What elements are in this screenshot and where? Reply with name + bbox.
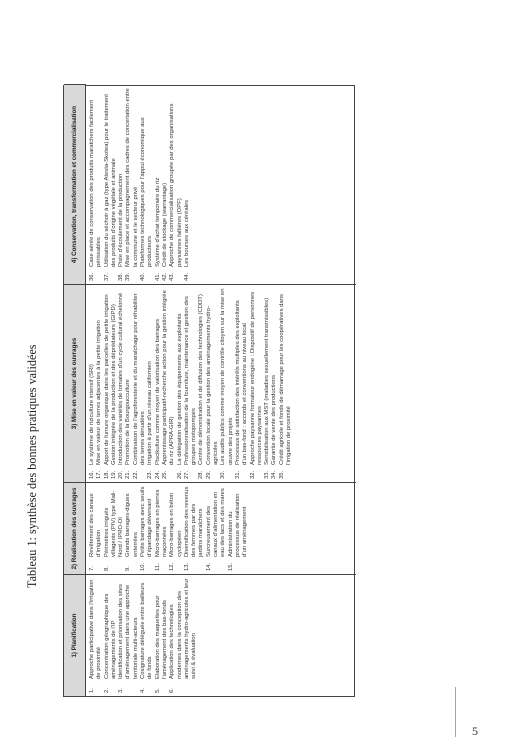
list-item — [184, 288, 199, 479]
item-text: Mise en place et accompagnement des cadres de concertation entre la commune et le secteur privé — [125, 88, 139, 267]
item-text: Cosignature déléguée entre bailleurs de fonds — [140, 582, 154, 679]
column-body-mise-en-valeur — [86, 284, 356, 482]
item-text: Centre de démonstration et de diffusion des technologies (CDDT) — [198, 294, 205, 465]
item-text: Elaboration des maquettes pour l’aménagement des bas-fonds — [154, 595, 168, 679]
folio-rule — [455, 687, 456, 737]
item-number: 7. — [89, 566, 95, 571]
item-text: Concentration géographique des aménagements de l’IP — [103, 593, 117, 679]
list-item — [235, 288, 250, 479]
item-number: 37. — [103, 272, 110, 281]
item-number: 3. — [118, 688, 125, 693]
list-item — [228, 486, 250, 571]
item-number: 43. — [169, 272, 176, 281]
item-text: Piste d’écoulement de la production — [118, 173, 125, 267]
item-text: Promotion de la Bourgoucculture — [125, 379, 132, 465]
item-number: 11. — [154, 563, 161, 571]
item-text: Case aérée de conservation des produits maraîchers facilement périssables — [89, 100, 103, 267]
list-item — [162, 288, 177, 479]
column-header-conservation: 4) Conservation, transformation et commercialisation — [64, 84, 86, 284]
list-item — [140, 486, 155, 571]
list-item — [155, 578, 170, 693]
list-item — [198, 288, 205, 479]
item-text: Apprentissage participatif-recherche action pour la gestion intégrée du riz (APRA-GIR) — [161, 290, 176, 465]
column-header-planification: 1) Planification — [64, 574, 86, 696]
list-item — [140, 578, 155, 693]
column-body-planification — [86, 574, 356, 696]
item-text: Grands barrages-digues enterrées — [125, 493, 139, 557]
item-number: 15. — [227, 562, 234, 571]
list-item — [96, 288, 103, 479]
item-number: 44. — [183, 272, 190, 281]
list-item — [89, 87, 104, 281]
item-number: 35. — [278, 470, 285, 479]
item-number: 29. — [205, 470, 212, 479]
list-item — [184, 87, 191, 281]
item-number: 32. — [249, 470, 256, 479]
list-item — [155, 288, 162, 479]
item-number: 25. — [161, 470, 168, 479]
item-text: Crédit agricole et fonds de démarrage pour les coopératives dans l’irrigation de proximité — [278, 294, 293, 465]
list-item — [118, 288, 125, 479]
item-text: Crédit de stockage (warrantage) — [161, 182, 168, 267]
page-number: 5 — [472, 724, 478, 738]
item-text: Convention locale pour la gestion des aménagements hydro-agricoles — [205, 306, 220, 465]
item-text: Garantie de vente des productions — [271, 374, 278, 465]
item-text: Piscikulture comme moyen de valorisation des barrages — [154, 318, 161, 465]
item-text: Diversification des revenus des femmes par des jardins maraîchers — [183, 486, 205, 557]
item-text: Application des technologies modernes dans la conception des aménagements hydro-agricoles et leur suivi & évaluation — [169, 578, 198, 679]
item-text: Micro-barrages en béton cyclopéen — [169, 492, 183, 557]
item-number: 2. — [103, 688, 110, 693]
list-item — [169, 486, 184, 571]
list-item — [206, 288, 221, 479]
item-text: Approche participative dans l’irrigation de proximité — [89, 579, 103, 679]
item-number: 31. — [234, 470, 241, 479]
item-text: Mise en valeur de terres adjacentes à la petite irrigation — [96, 320, 103, 465]
item-number: 38. — [118, 272, 125, 281]
item-text: Les audits publics comme moyen de contrôle citoyen sur la mise en œuvre des projets — [220, 288, 234, 465]
practice-list — [89, 486, 250, 571]
column-body-conservation — [86, 84, 356, 284]
item-text: Petits barrages avec seuils d’épandage déversant — [140, 486, 154, 557]
list-item — [155, 486, 170, 571]
item-number: 23. — [147, 470, 154, 479]
item-number: 6. — [169, 688, 176, 693]
item-number: 28. — [198, 470, 205, 479]
list-item — [125, 288, 132, 479]
item-text: Sensibilisation aux MST (maladies sexuellement transmissibles) — [264, 297, 271, 465]
item-text: Introduction des variétés de tomates d’un cycle cultural échelonné — [118, 292, 125, 465]
list-item — [104, 578, 119, 693]
item-number: 42. — [161, 272, 168, 281]
item-text: Micro-barrages en pierres maçonnées — [154, 489, 168, 557]
item-text: Processus de satisfaction des intérêts multiples des exploitants d’un bas-fond : accords et conventions au niveau local — [234, 300, 249, 465]
practice-list — [89, 578, 198, 693]
item-text: Surcreusement des canaux d’alimentation en eau des lacs et des mares — [205, 488, 227, 557]
item-number: 34. — [271, 470, 278, 479]
item-text: Gestion intégrée de la production et des déprédateurs (GIPD) — [110, 304, 117, 465]
item-number: 13. — [183, 562, 190, 571]
item-text: Apport de fumure organique dans les parcelles de petite irrigation — [103, 294, 110, 465]
good-practices-table — [63, 85, 355, 697]
table-caption: Tableau 1: synthèse des bonnes pratiques validées — [25, 344, 39, 588]
list-item — [220, 288, 235, 479]
item-number: 4. — [140, 688, 147, 693]
list-item — [104, 87, 119, 281]
item-number: 36. — [89, 272, 95, 281]
list-item — [264, 288, 271, 479]
item-number: 26. — [176, 470, 183, 479]
item-number: 19. — [110, 470, 117, 479]
list-item — [133, 288, 148, 479]
practice-list — [89, 288, 293, 479]
list-item — [147, 288, 154, 479]
item-number: 14. — [205, 562, 212, 571]
item-number: 41. — [154, 272, 161, 281]
list-item — [140, 87, 155, 281]
item-number: 16. — [89, 470, 95, 479]
item-text: Irrigation à partir d’un réseau californien — [147, 361, 154, 465]
item-text: Administration du processus de réalisation d’un aménagement — [227, 493, 249, 557]
practice-list — [89, 87, 191, 281]
list-item — [104, 288, 111, 479]
item-text: Identification et priorisation des sites d’aménagement dans une approche territoriale multi-acteurs — [118, 584, 139, 679]
item-text: Périmètres irrigués villageois (PIV) type Mali-Nord / IPRO-DI — [103, 490, 125, 557]
item-text: La délégation de gestion des équipements aux exploitants — [176, 313, 183, 465]
item-text: Utilisation du séchoir à gaz (type Atesta-Skotea) pour le traitement des produits d’origine végétale et animale — [103, 94, 117, 267]
item-number: 27. — [183, 470, 190, 479]
item-number: 18. — [103, 470, 110, 479]
item-text: Système d’achat temporaire du riz — [154, 177, 161, 267]
item-number: 20. — [118, 470, 125, 479]
item-number: 1. — [89, 688, 95, 693]
list-item — [169, 578, 198, 693]
list-item — [118, 87, 125, 281]
list-item — [89, 578, 104, 693]
list-item — [184, 486, 206, 571]
item-text: Approche de commercialisation groupée par des organisations paysannes faîtières (OPF) — [169, 103, 183, 267]
item-text: Professionnalisation de la fourniture, maintenance et gestion des groupes motopompes — [183, 296, 198, 465]
list-item — [118, 578, 140, 693]
item-number: 21. — [125, 470, 132, 479]
list-item — [125, 87, 140, 281]
item-text: Le système de riziculture intensif (SRI) — [89, 364, 95, 465]
item-number: 39. — [125, 272, 132, 281]
list-item — [250, 288, 265, 479]
item-number: 33. — [264, 470, 271, 479]
column-header-realisation: 2) Réalisation des ouvrages — [64, 482, 86, 574]
list-item — [89, 486, 104, 571]
list-item — [177, 288, 184, 479]
list-item — [89, 288, 96, 479]
item-number: 22. — [132, 470, 139, 479]
item-number: 24. — [154, 470, 161, 479]
item-number: 40. — [140, 272, 147, 281]
list-item — [155, 87, 162, 281]
item-text: Les bourses aux céréales — [183, 199, 190, 267]
item-number: 10. — [140, 562, 147, 571]
item-text: Approche paysanne formateur endogène : Dispositif de personnes ressources paysannes — [249, 291, 263, 465]
list-item — [169, 87, 184, 281]
item-number: 30. — [220, 470, 227, 479]
item-number: 9. — [125, 566, 132, 571]
item-text: Combinaison de l’agroforesterie et du maraîchage pour réhabiliter des terres dénudées — [132, 293, 147, 465]
item-text: Plateformes technologiques pour l’appui économique aux producteurs — [140, 117, 154, 267]
list-item — [271, 288, 278, 479]
column-body-realisation — [86, 482, 356, 574]
list-item — [279, 288, 294, 479]
item-number: 5. — [154, 688, 161, 693]
list-item — [125, 486, 140, 571]
column-header-mise-en-valeur: 3) Mise en valeur des ouvrages — [64, 284, 86, 482]
list-item — [111, 288, 118, 479]
item-number: 12. — [169, 562, 176, 571]
item-number: 8. — [103, 566, 110, 571]
list-item — [162, 87, 169, 281]
list-item — [104, 486, 126, 571]
item-text: Revêtement des canaux d’irrigation — [89, 493, 103, 557]
list-item — [206, 486, 228, 571]
item-number: 17. — [96, 470, 103, 479]
